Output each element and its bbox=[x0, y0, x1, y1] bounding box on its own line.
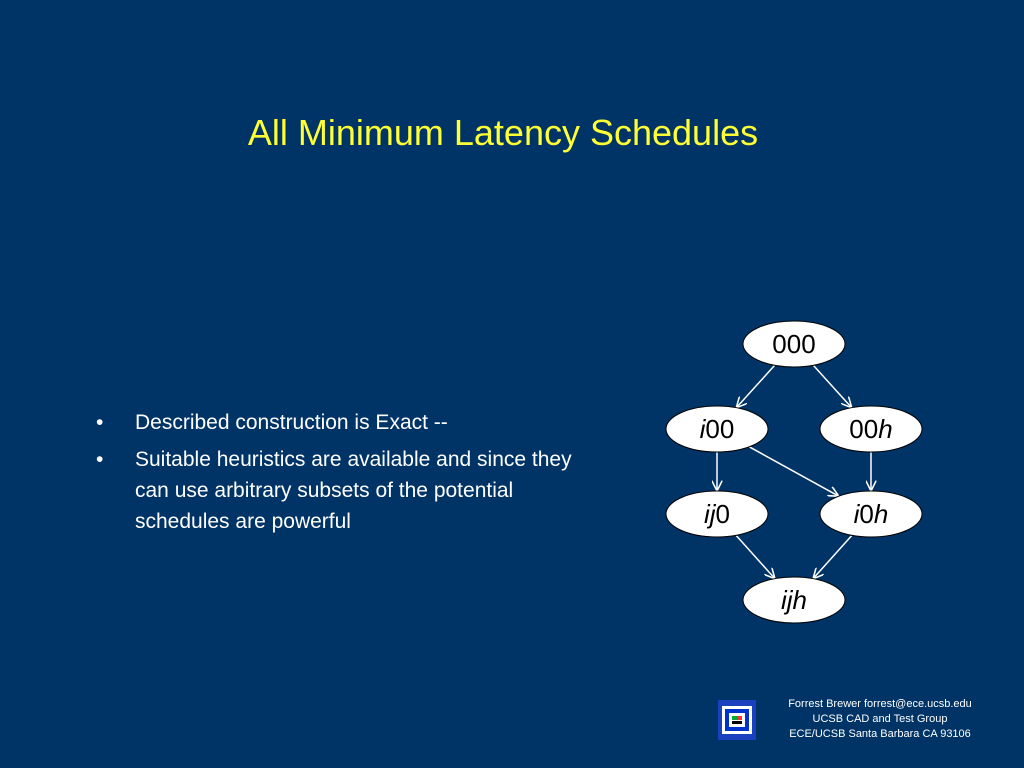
node-00h bbox=[820, 406, 922, 452]
node-label: i00 bbox=[699, 414, 735, 444]
bullet-text: Described construction is Exact -- bbox=[135, 411, 448, 434]
ucsb-logo-icon bbox=[718, 700, 756, 740]
footer bbox=[760, 697, 1000, 742]
bullet-marker: • bbox=[96, 411, 104, 434]
node-i0h bbox=[820, 491, 922, 537]
diagram-edges bbox=[717, 365, 871, 578]
node-ij0 bbox=[666, 491, 768, 537]
bullet-text: Suitable heuristics are available and since they can use arbitrary subsets of the potential schedules are powerful bbox=[135, 448, 572, 533]
slide-title: All Minimum Latency Schedules bbox=[247, 112, 759, 153]
node-ijh bbox=[743, 577, 845, 623]
footer-group: UCSB CAD and Test Group bbox=[812, 713, 948, 725]
node-i00 bbox=[666, 406, 768, 452]
node-label: i0h bbox=[853, 499, 889, 529]
footer-address: ECE/UCSB Santa Barbara CA 93106 bbox=[789, 728, 971, 740]
edge-i0h-ijh bbox=[813, 535, 852, 578]
edge-000-00h bbox=[813, 365, 851, 407]
node-label: ijh bbox=[780, 585, 808, 615]
edge-ij0-ijh bbox=[736, 535, 775, 578]
edge-i00-i0h bbox=[749, 447, 838, 496]
node-label: 000 bbox=[772, 329, 816, 359]
node-label: 00h bbox=[849, 414, 893, 444]
node-000 bbox=[743, 321, 845, 367]
bullet-marker: • bbox=[96, 448, 104, 471]
edge-000-i00 bbox=[736, 365, 774, 407]
node-label: ij0 bbox=[703, 499, 731, 529]
footer-author: Forrest Brewer forrest@ece.ucsb.edu bbox=[788, 698, 972, 710]
